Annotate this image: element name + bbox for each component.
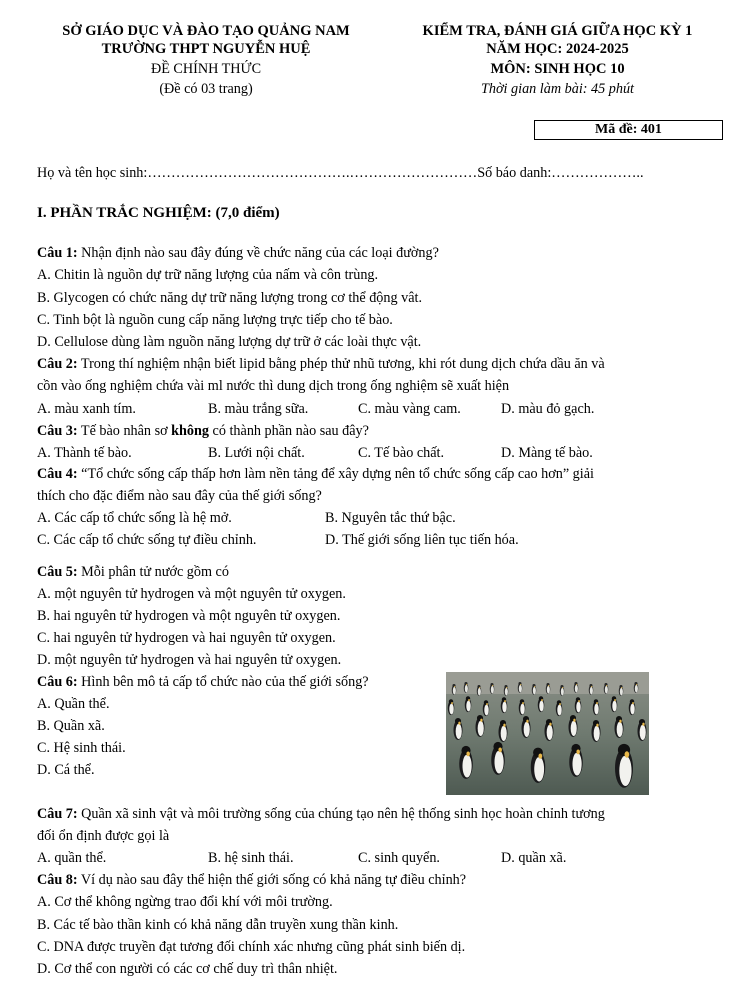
option-a: A. màu xanh tím. [37,401,136,417]
question-text: “Tổ chức sống cấp thấp hơn làm nền tảng để xây dựng nên tổ chức sống cấp cao hơn” giải [77,466,594,482]
option-d: D. Cơ thể con người có các cơ chế duy trì thân nhiệt. [37,961,338,977]
subject: MÔN: SINH HỌC 10 [490,61,625,77]
option-b: B. Các tế bào thần kinh có khả năng dẫn truyền xung thần kinh. [37,917,399,933]
question-label: Câu 5: [37,564,78,580]
section-title: I. PHẦN TRẮC NGHIỆM: (7,0 điểm) [37,205,280,221]
question-text: có thành phần nào sau đây? [209,423,369,439]
option-b: B. màu trắng sữa. [208,401,309,417]
page-count-note: (Đề có 03 trang) [159,81,253,97]
option-c: C. Hệ sinh thái. [37,740,126,756]
option-c: C. màu vàng cam. [358,401,461,417]
student-info-line [37,165,644,182]
question-label: Câu 6: [37,674,78,690]
question-8 [37,872,466,889]
option-c: C. hai nguyên tử hydrogen và hai nguyên tử oxygen. [37,630,336,646]
option-a: A. Các cấp tổ chức sống là hệ mở. [37,510,232,526]
question-label: Câu 3: [37,423,78,439]
question-label: Câu 4: [37,466,78,482]
option-d: D. Cellulose dùng làm nguồn năng lượng dự trữ ở các loài thực vật. [37,334,422,350]
option-a: A. Thành tế bào. [37,445,132,461]
student-id-dots: ……………….. [551,165,644,181]
option-c: C. Tinh bột là nguồn cung cấp năng lượng trực tiếp cho tế bào. [37,312,393,328]
question-3 [37,423,369,440]
school-year: NĂM HỌC: 2024-2025 [486,41,629,57]
question-text-line2: cồn vào ống nghiệm chứa vài ml nước thì dung dịch trong ống nghiệm sẽ xuất hiện [37,378,510,394]
question-text: Hình bên mô tả cấp tổ chức nào của thế giới sống? [77,674,369,690]
option-b: B. hệ sinh thái. [208,850,294,866]
option-a: A. Chitin là nguồn dự trữ năng lượng của nấm và côn trùng. [37,267,379,283]
option-d: D. Thế giới sống liên tục tiến hóa. [325,532,519,548]
question-label: Câu 7: [37,806,78,822]
question-text-line2: thích cho đặc điểm nào sau đây của thế giới sống? [37,488,322,504]
question-text: Trong thí nghiệm nhận biết lipid bằng phép thử nhũ tương, khi rót dung dịch chứa dầu ăn và [77,356,605,372]
option-b: B. Glycogen có chức năng dự trữ năng lượng trong cơ thể động vât. [37,290,422,306]
option-a: A. quần thể. [37,850,107,866]
student-id-label: Số báo danh: [477,165,552,181]
question-4 [37,466,594,483]
school-name: TRƯỜNG THPT NGUYỄN HUỆ [101,41,311,57]
question-2 [37,356,605,373]
question-7 [37,806,605,823]
time-limit: Thời gian làm bài: 45 phút [480,81,634,97]
option-b: B. Nguyên tắc thứ bậc. [325,510,456,526]
question-label: Câu 2: [37,356,78,372]
option-c: C. DNA được truyền đạt tương đối chính xác nhưng cũng phát sinh biến dị. [37,939,466,955]
question-text: Quần xã sinh vật và môi trường sống của chúng tạo nên hệ thống sinh học hoàn chỉnh tương [77,806,605,822]
exam-title: KIỂM TRA, ĐÁNH GIÁ GIỮA HỌC KỲ 1 [422,23,693,39]
option-d: D. một nguyên tử hydrogen và hai nguyên tử oxygen. [37,652,342,668]
option-c: C. sinh quyển. [358,850,440,866]
student-name-dots: …………………………………….……………………… [147,165,478,181]
question-text-line2: đối ổn định được gọi là [37,828,170,844]
option-b: B. Quần xã. [37,718,105,734]
option-a: A. Cơ thể không ngừng trao đổi khí với môi trường. [37,894,333,910]
option-d: D. Cá thể. [37,762,95,778]
department-name: SỞ GIÁO DỤC VÀ ĐÀO TẠO QUẢNG NAM [62,23,350,39]
official-label: ĐỀ CHÍNH THỨC [150,61,262,77]
option-d: D. Màng tế bào. [501,445,593,461]
option-b: B. Lưới nội chất. [208,445,305,461]
question-emphasis: không [171,423,209,439]
question-text: Ví dụ nào sau đây thể hiện thế giới sống có khả năng tự điều chỉnh? [77,872,467,888]
question-1 [37,245,439,262]
question-text: Nhận định nào sau đây đúng về chức năng của các loại đường? [77,245,439,261]
question-6 [37,674,369,691]
option-c: C. Tế bào chất. [358,445,445,461]
question-5 [37,564,229,581]
student-name-label: Họ và tên học sinh: [37,165,148,181]
option-c: C. Các cấp tổ chức sống tự điều chỉnh. [37,532,257,548]
option-d: D. quần xã. [501,850,567,866]
option-a: A. Quần thể. [37,696,110,712]
penguin-colony-photo [446,672,649,795]
exam-code-box: Mã đề: 401 [534,120,723,140]
question-text: Tế bào nhân sơ [77,423,172,439]
question-label: Câu 1: [37,245,78,261]
option-d: D. màu đỏ gạch. [501,401,595,417]
option-a: A. một nguyên tử hydrogen và một nguyên tử oxygen. [37,586,346,602]
question-label: Câu 8: [37,872,78,888]
question-text: Mỗi phân tử nước gồm có [77,564,229,580]
option-b: B. hai nguyên tử hydrogen và một nguyên tử oxygen. [37,608,341,624]
